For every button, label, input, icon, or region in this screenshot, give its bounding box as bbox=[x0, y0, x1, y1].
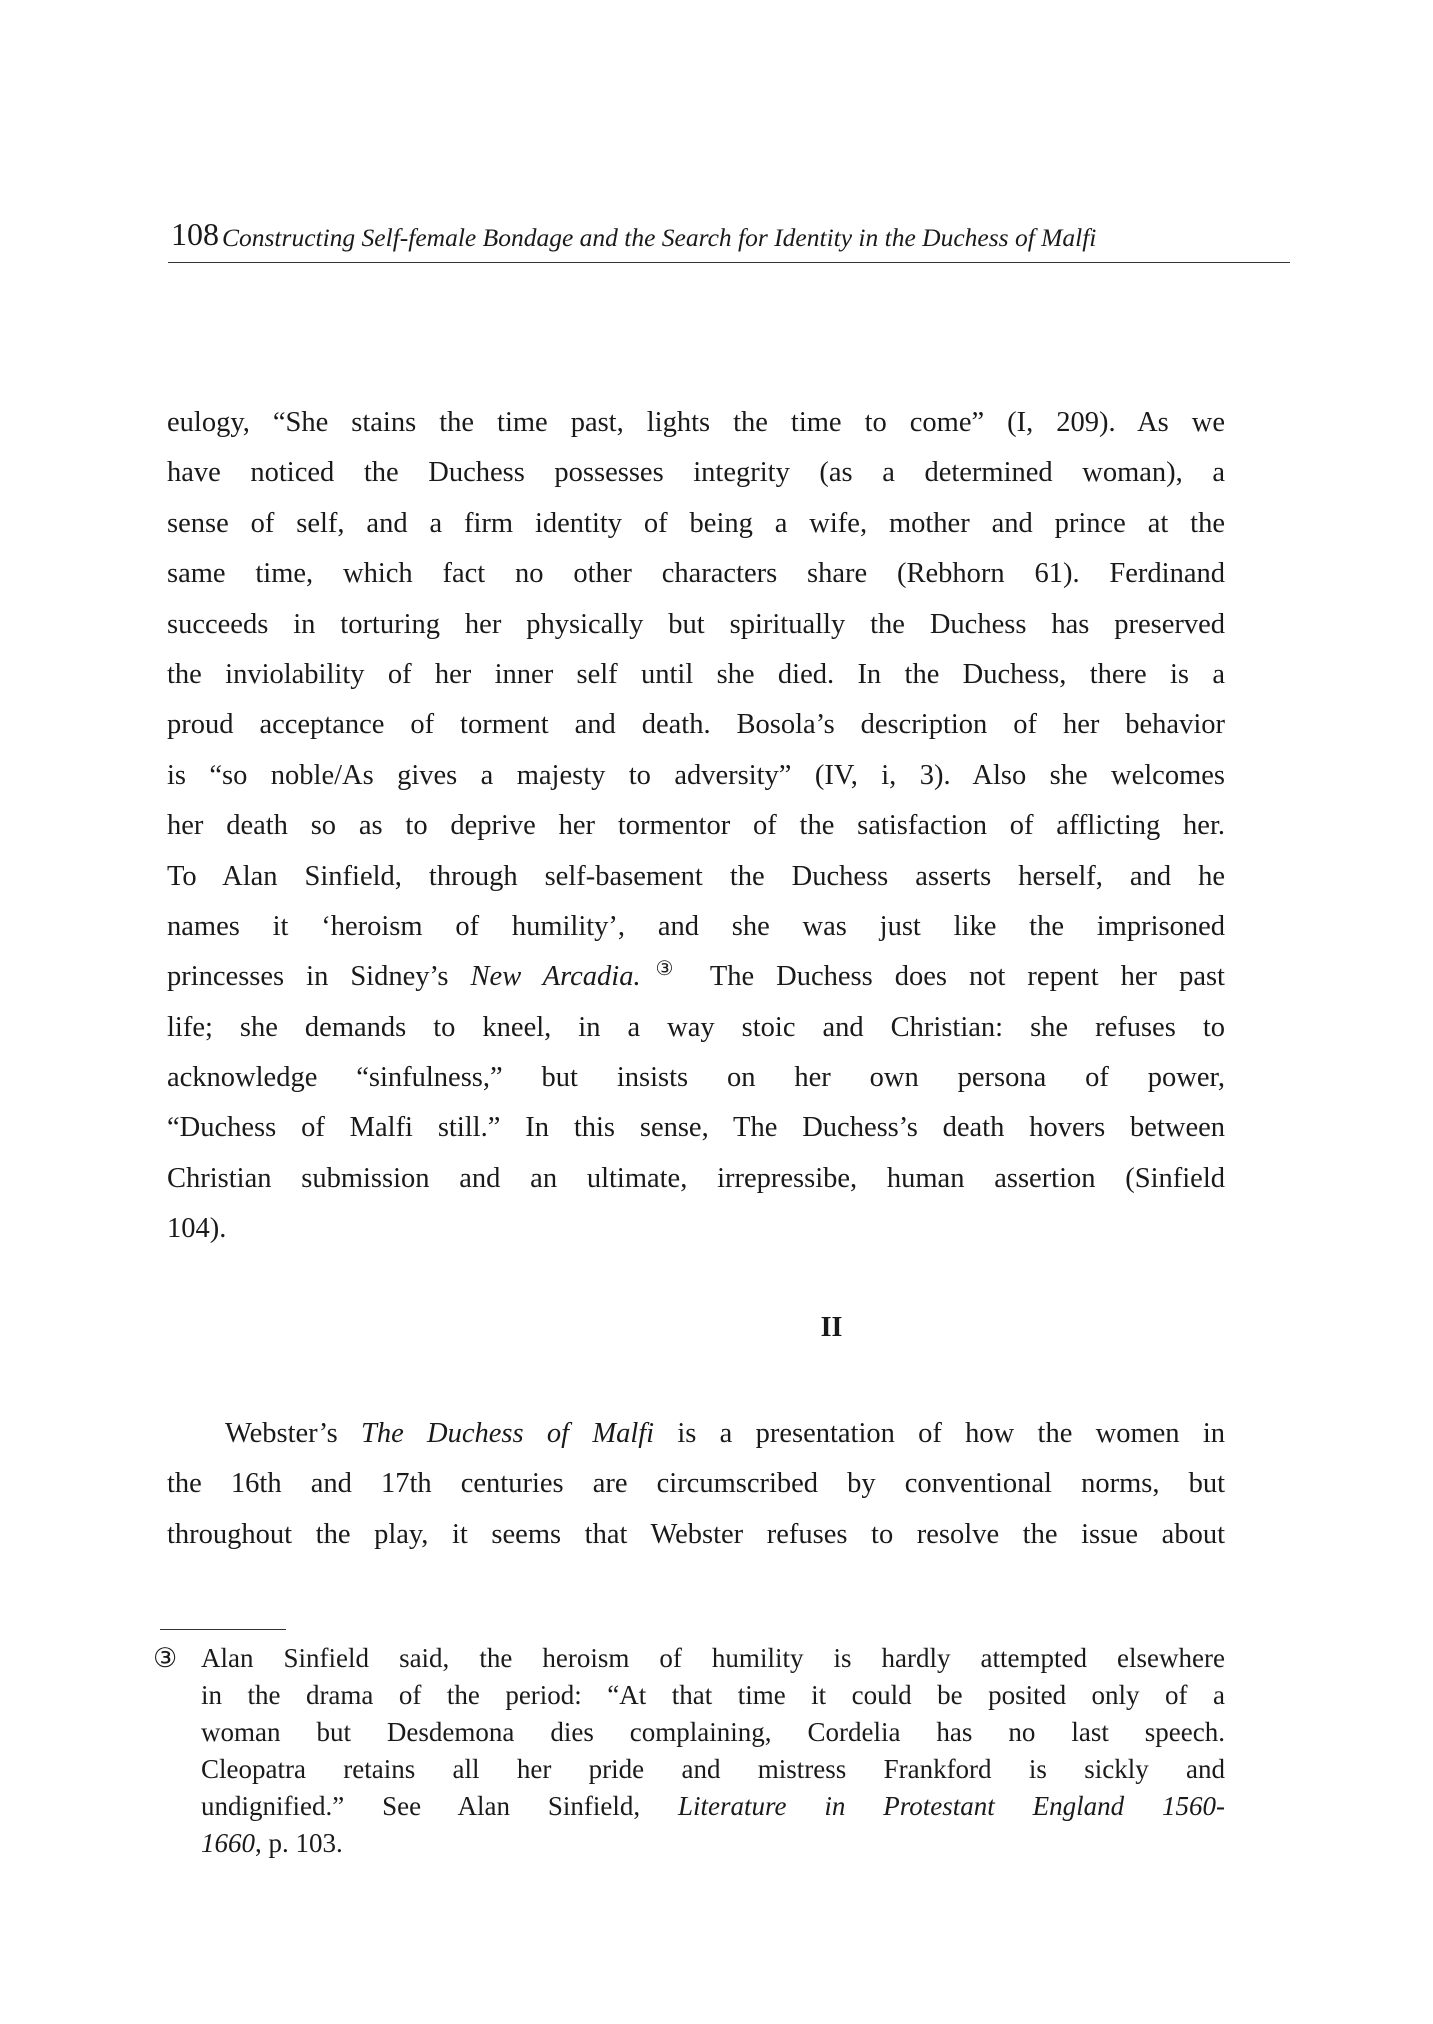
text-line bbox=[167, 1409, 1225, 1459]
line-text: Webster’s bbox=[225, 1418, 362, 1449]
line-text: princesses in Sidney’s bbox=[167, 961, 471, 993]
text-line: succeeds in torturing her physically but spiritually the Duchess has preserved bbox=[167, 608, 1225, 640]
footnote-divider bbox=[160, 1629, 286, 1630]
text-line: names it ‘heroism of humility’, and she was just like the imprisoned bbox=[167, 910, 1225, 942]
footnote-line bbox=[201, 1788, 1225, 1825]
line-text: The Duchess does not repent her past bbox=[709, 961, 1225, 993]
text-line: throughout the play, it seems that Webster refuses to resolve the issue about bbox=[167, 1518, 1225, 1550]
page-number: 108 bbox=[171, 216, 219, 252]
section-heading: II bbox=[820, 1312, 843, 1343]
footnote-line: Cleopatra retains all her pride and mistress Frankford is sickly and bbox=[201, 1754, 1225, 1784]
line-text: , p. 103. bbox=[255, 1828, 343, 1858]
text-line: is “so noble/As gives a majesty to adversity” (IV, i, 3). Also she welcomes bbox=[167, 759, 1225, 791]
book-title: 1660 bbox=[201, 1828, 255, 1858]
running-header bbox=[168, 212, 1290, 263]
text-line: acknowledge “sinfulness,” but insists on her own persona of power, bbox=[167, 1062, 1225, 1094]
text-line: the 16th and 17th centuries are circumscribed by conventional norms, but bbox=[167, 1468, 1225, 1500]
text-line: the inviolability of her inner self until she died. In the Duchess, there is a bbox=[167, 658, 1225, 690]
line-text: is a presentation of how the women in bbox=[677, 1418, 1225, 1449]
text-line: her death so as to deprive her tormentor of the satisfaction of afflicting her. bbox=[167, 810, 1225, 842]
text-line: To Alan Sinfield, through self-basement the Duchess asserts herself, and he bbox=[167, 860, 1225, 892]
text-line: have noticed the Duchess possesses integrity (as a determined woman), a bbox=[167, 457, 1225, 489]
body-paragraph-1 bbox=[167, 398, 1225, 1255]
footnote-line: Alan Sinfield said, the heroism of humility is hardly attempted elsewhere bbox=[201, 1643, 1225, 1673]
text-line: proud acceptance of torment and death. Bosola’s description of her behavior bbox=[167, 709, 1225, 741]
footnote-line: in the drama of the period: “At that time it could be posited only of a bbox=[201, 1680, 1225, 1710]
play-title: The Duchess of Malfi bbox=[361, 1418, 655, 1449]
footnote bbox=[153, 1640, 1226, 1862]
footnote-line bbox=[201, 1825, 1225, 1862]
text-line: Christian submission and an ultimate, irrepressibe, human assertion (Sinfield bbox=[167, 1162, 1225, 1194]
text-line: sense of self, and a firm identity of being a wife, mother and prince at the bbox=[167, 507, 1225, 539]
text-line: “Duchess of Malfi still.” In this sense, The Duchess’s death hovers between bbox=[167, 1112, 1225, 1144]
text-line: same time, which fact no other characters share (Rebhorn 61). Ferdinand bbox=[167, 558, 1225, 590]
text-line bbox=[167, 952, 1225, 1002]
text-line: eulogy, “She stains the time past, lights the time to come” (I, 209). As we bbox=[167, 407, 1225, 438]
text-line: life; she demands to kneel, in a way stoic and Christian: she refuses to bbox=[167, 1011, 1225, 1043]
footnote-marker: ③ bbox=[153, 1643, 178, 1673]
book-title: Literature in Protestant England 1560- bbox=[677, 1791, 1226, 1821]
footnote-reference: ③ bbox=[640, 958, 689, 981]
footnote-line: woman but Desdemona dies complaining, Cordelia has no last speech. bbox=[201, 1717, 1225, 1747]
running-title: Constructing Self-female Bondage and the Search for Identity in the Duchess of Malfi bbox=[222, 223, 1097, 252]
line-text: undignified.” See Alan Sinfield, bbox=[201, 1791, 678, 1821]
text-line: 104). bbox=[167, 1213, 227, 1245]
body-paragraph-2 bbox=[167, 1409, 1225, 1560]
book-title: New Arcadia. bbox=[470, 961, 641, 993]
